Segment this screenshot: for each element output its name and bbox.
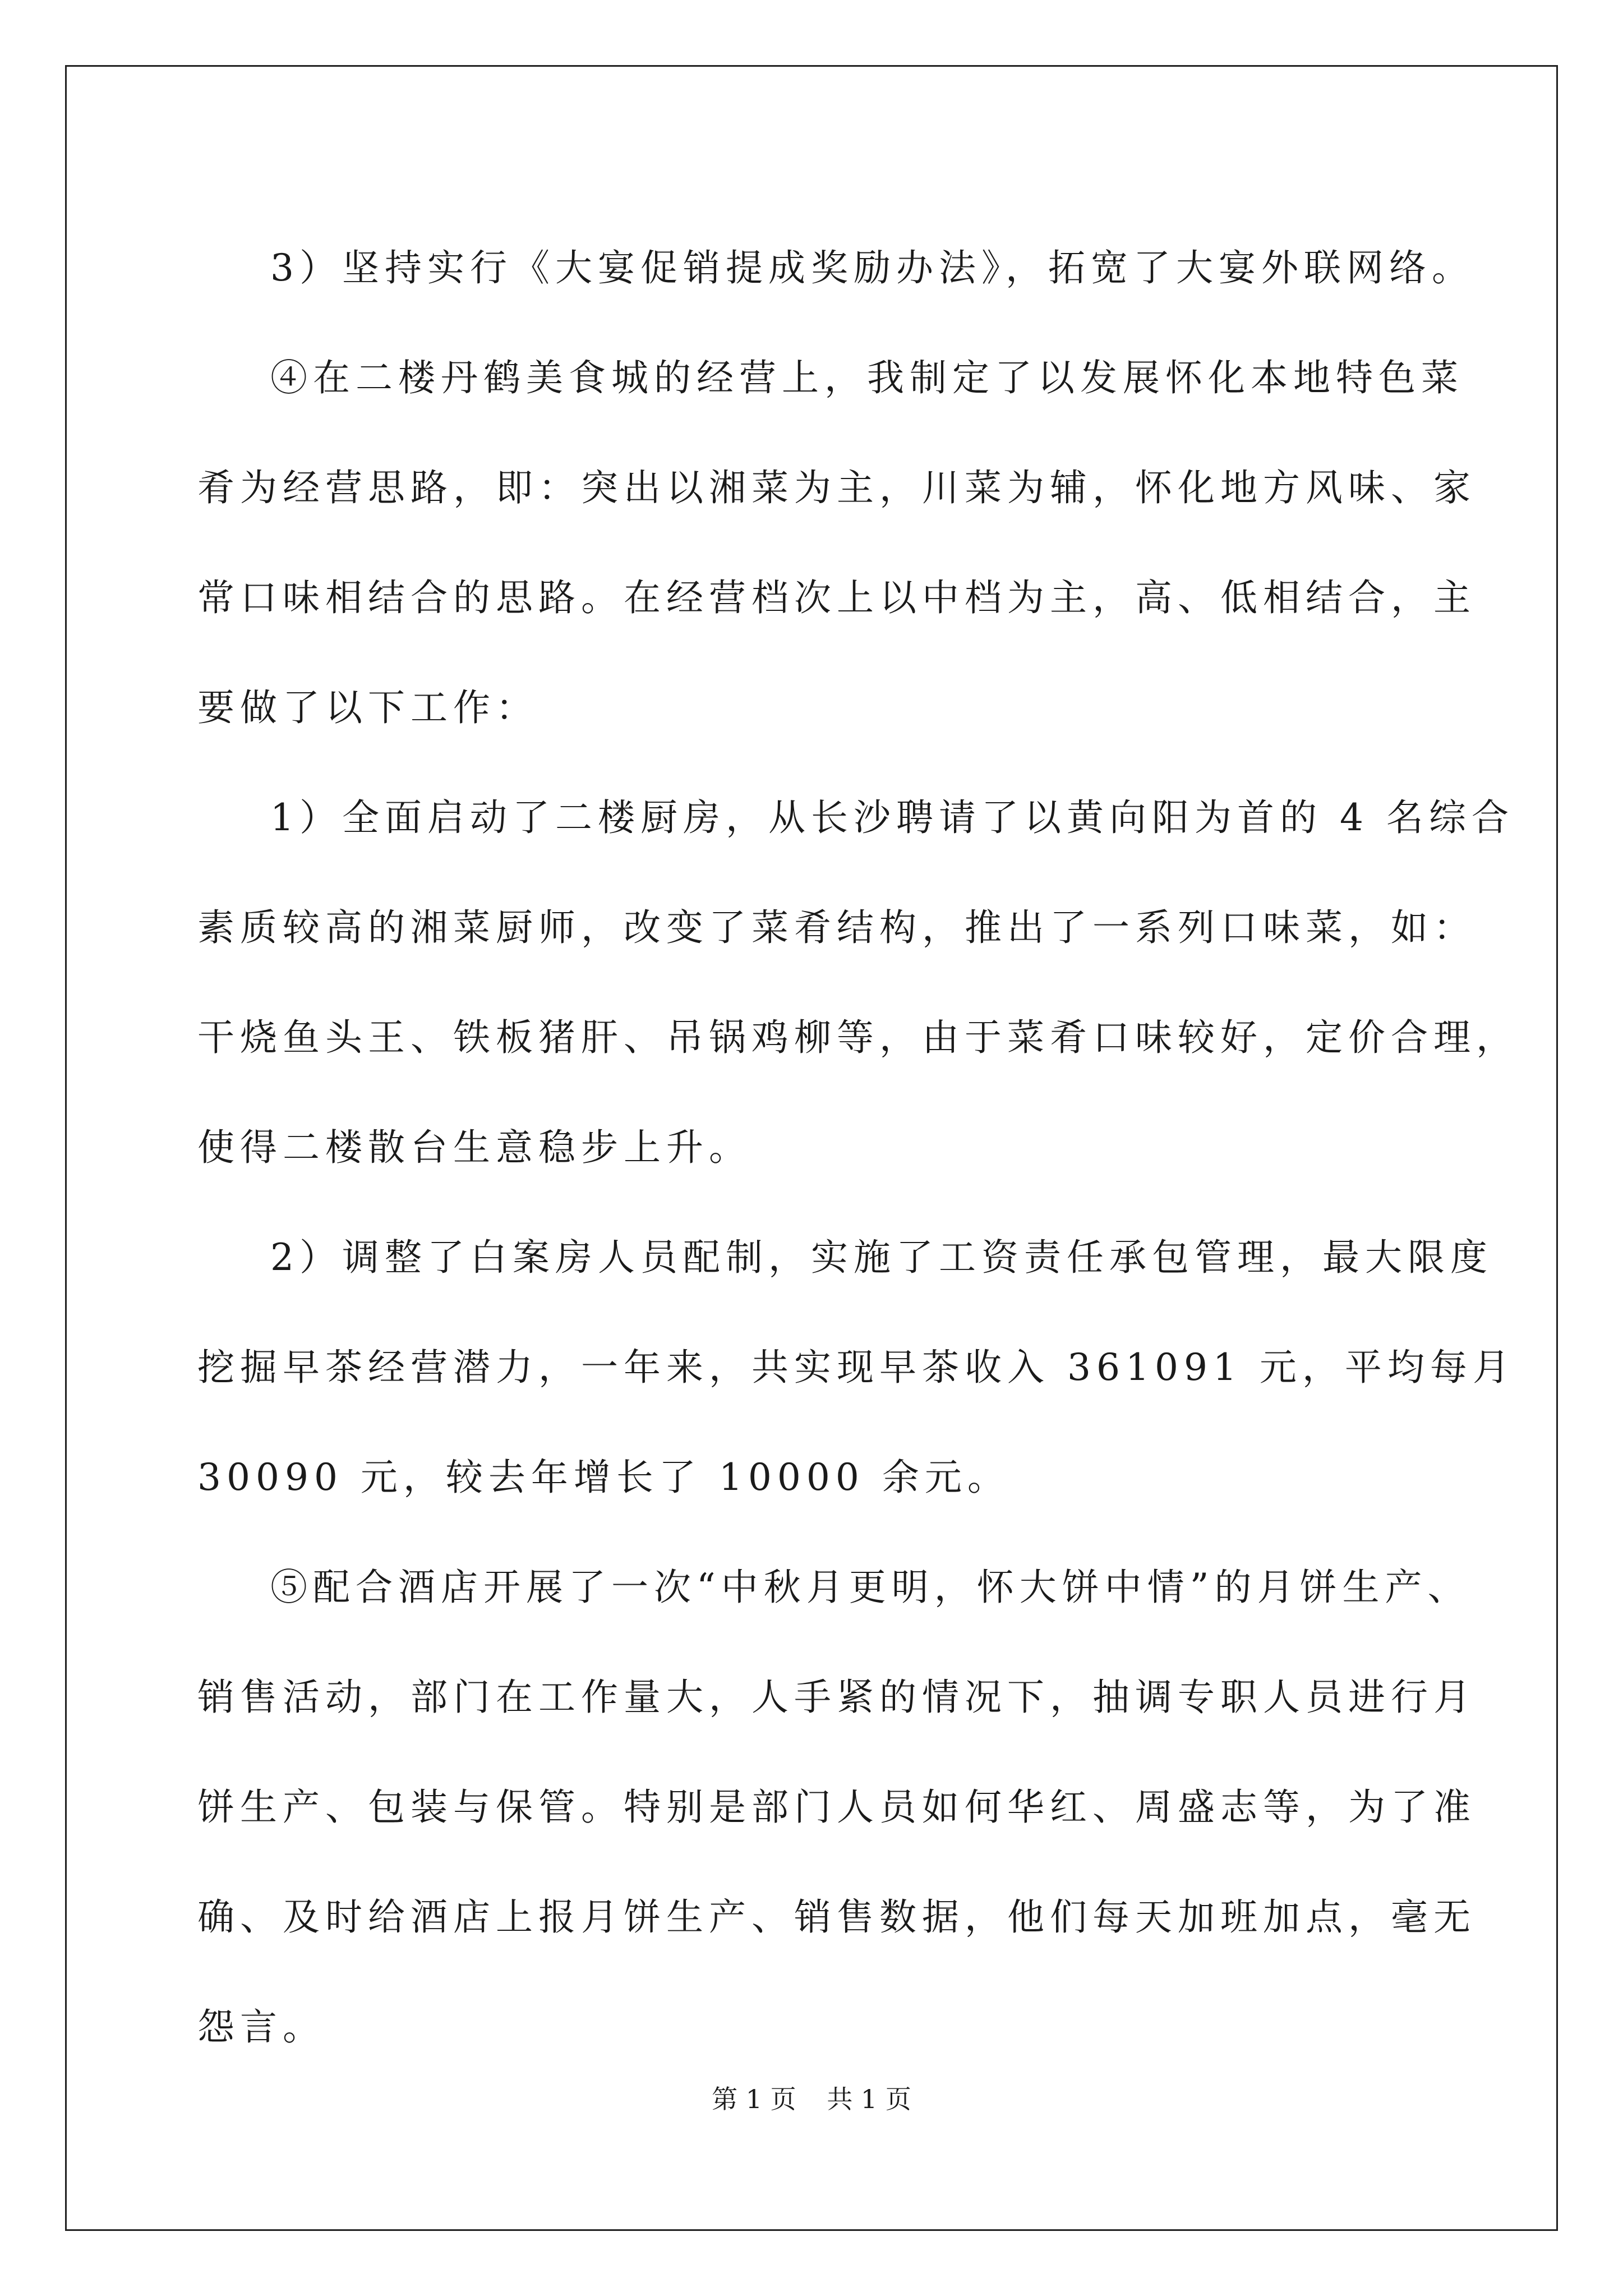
paragraph-food-city bbox=[197, 323, 1476, 763]
text-line: 怨言。 bbox=[197, 2005, 325, 2049]
text-line: 30090 元，较去年增长了 10000 余元。 bbox=[197, 1456, 1010, 1499]
text-line: 素质较高的湘菜厨师，改变了菜肴结构，推出了一系列口味菜，如： bbox=[197, 906, 1476, 949]
text-line: ⑤配合酒店开展了一次“中秋月更明，怀大饼中情”的月饼生产、 bbox=[270, 1566, 1470, 1609]
paragraph-kitchen bbox=[197, 763, 1519, 1203]
text-line: 2）调整了白案房人员配制，实施了工资责任承包管理，最大限度 bbox=[270, 1236, 1493, 1279]
text-line: 确、及时给酒店上报月饼生产、销售数据，他们每天加班加点，毫无 bbox=[197, 1895, 1476, 1939]
text-line: 销售活动，部门在工作量大，人手紧的情况下，抽调专职人员进行月 bbox=[197, 1676, 1476, 1719]
text-line: 肴为经营思路，即：突出以湘菜为主，川菜为辅，怀化地方风味、家 bbox=[197, 466, 1476, 509]
page-total: 共 1 页 bbox=[827, 2084, 911, 2114]
paragraph-promotion-policy bbox=[197, 213, 1474, 323]
paragraph-mooncake bbox=[197, 1533, 1476, 2082]
text-line: 使得二楼散台生意稳步上升。 bbox=[197, 1126, 751, 1169]
text-line: 饼生产、包装与保管。特别是部门人员如何华红、周盛志等，为了准 bbox=[197, 1786, 1476, 1829]
text-line: 挖掘早茶经营潜力，一年来，共实现早茶收入 361091 元，平均每月 bbox=[197, 1346, 1515, 1389]
text-line: 干烧鱼头王、铁板猪肝、吊锅鸡柳等，由于菜肴口味较好，定价合理， bbox=[197, 1016, 1519, 1059]
page-footer bbox=[0, 2079, 1623, 2116]
text-line: 常口味相结合的思路。在经营档次上以中档为主，高、低相结合，主 bbox=[197, 576, 1476, 619]
text-line: 要做了以下工作： bbox=[197, 686, 538, 729]
text-line: 3）坚持实行《大宴促销提成奖励办法》，拓宽了大宴外联网络。 bbox=[270, 246, 1474, 289]
page-number: 第 1 页 bbox=[712, 2084, 796, 2114]
document-body bbox=[197, 213, 1519, 2082]
paragraph-morning-tea bbox=[197, 1203, 1515, 1533]
text-line: ④在二楼丹鹤美食城的经营上，我制定了以发展怀化本地特色菜 bbox=[270, 356, 1464, 399]
text-line: 1）全面启动了二楼厨房，从长沙聘请了以黄向阳为首的 4 名综合 bbox=[270, 796, 1514, 839]
